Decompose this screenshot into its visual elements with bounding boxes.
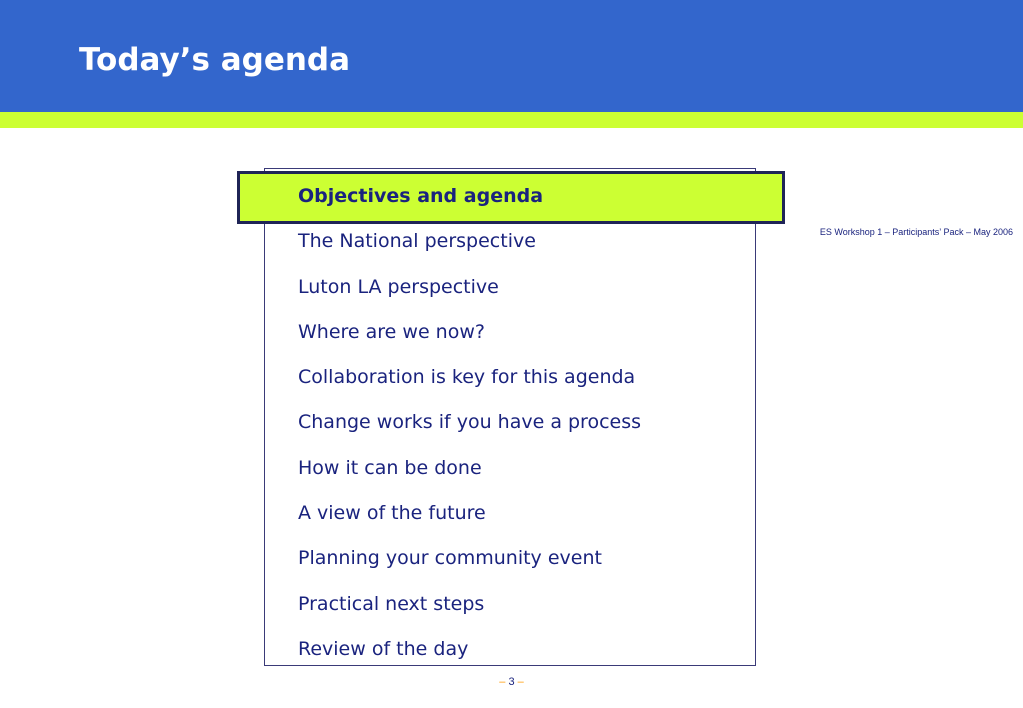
- slide-title: Today’s agenda: [79, 42, 351, 78]
- page-number-value: 3: [508, 676, 515, 688]
- page-dash-left: –: [499, 676, 506, 688]
- agenda-item-objectives: Objectives and agenda: [298, 185, 544, 207]
- footer-note: ES Workshop 1 – Participants’ Pack – May 2006: [819, 227, 1013, 237]
- agenda-item-national-perspective: The National perspective: [298, 230, 536, 253]
- page-dash-right: –: [517, 676, 524, 688]
- agenda-item-view-of-future: A view of the future: [298, 502, 486, 525]
- agenda-item-change-process: Change works if you have a process: [298, 411, 642, 434]
- agenda-item-review: Review of the day: [298, 637, 469, 660]
- header-band: [0, 0, 1023, 112]
- agenda-item-where-are-we-now: Where are we now?: [298, 320, 485, 343]
- agenda-list: [298, 174, 641, 672]
- agenda-item-how-it-can-be-done: How it can be done: [298, 456, 482, 479]
- agenda-item-next-steps: Practical next steps: [298, 592, 485, 615]
- agenda-item-luton-perspective: Luton LA perspective: [298, 275, 499, 298]
- page-number: [0, 675, 1023, 689]
- agenda-item-collaboration: Collaboration is key for this agenda: [298, 366, 636, 389]
- agenda-item-community-event: Planning your community event: [298, 547, 602, 570]
